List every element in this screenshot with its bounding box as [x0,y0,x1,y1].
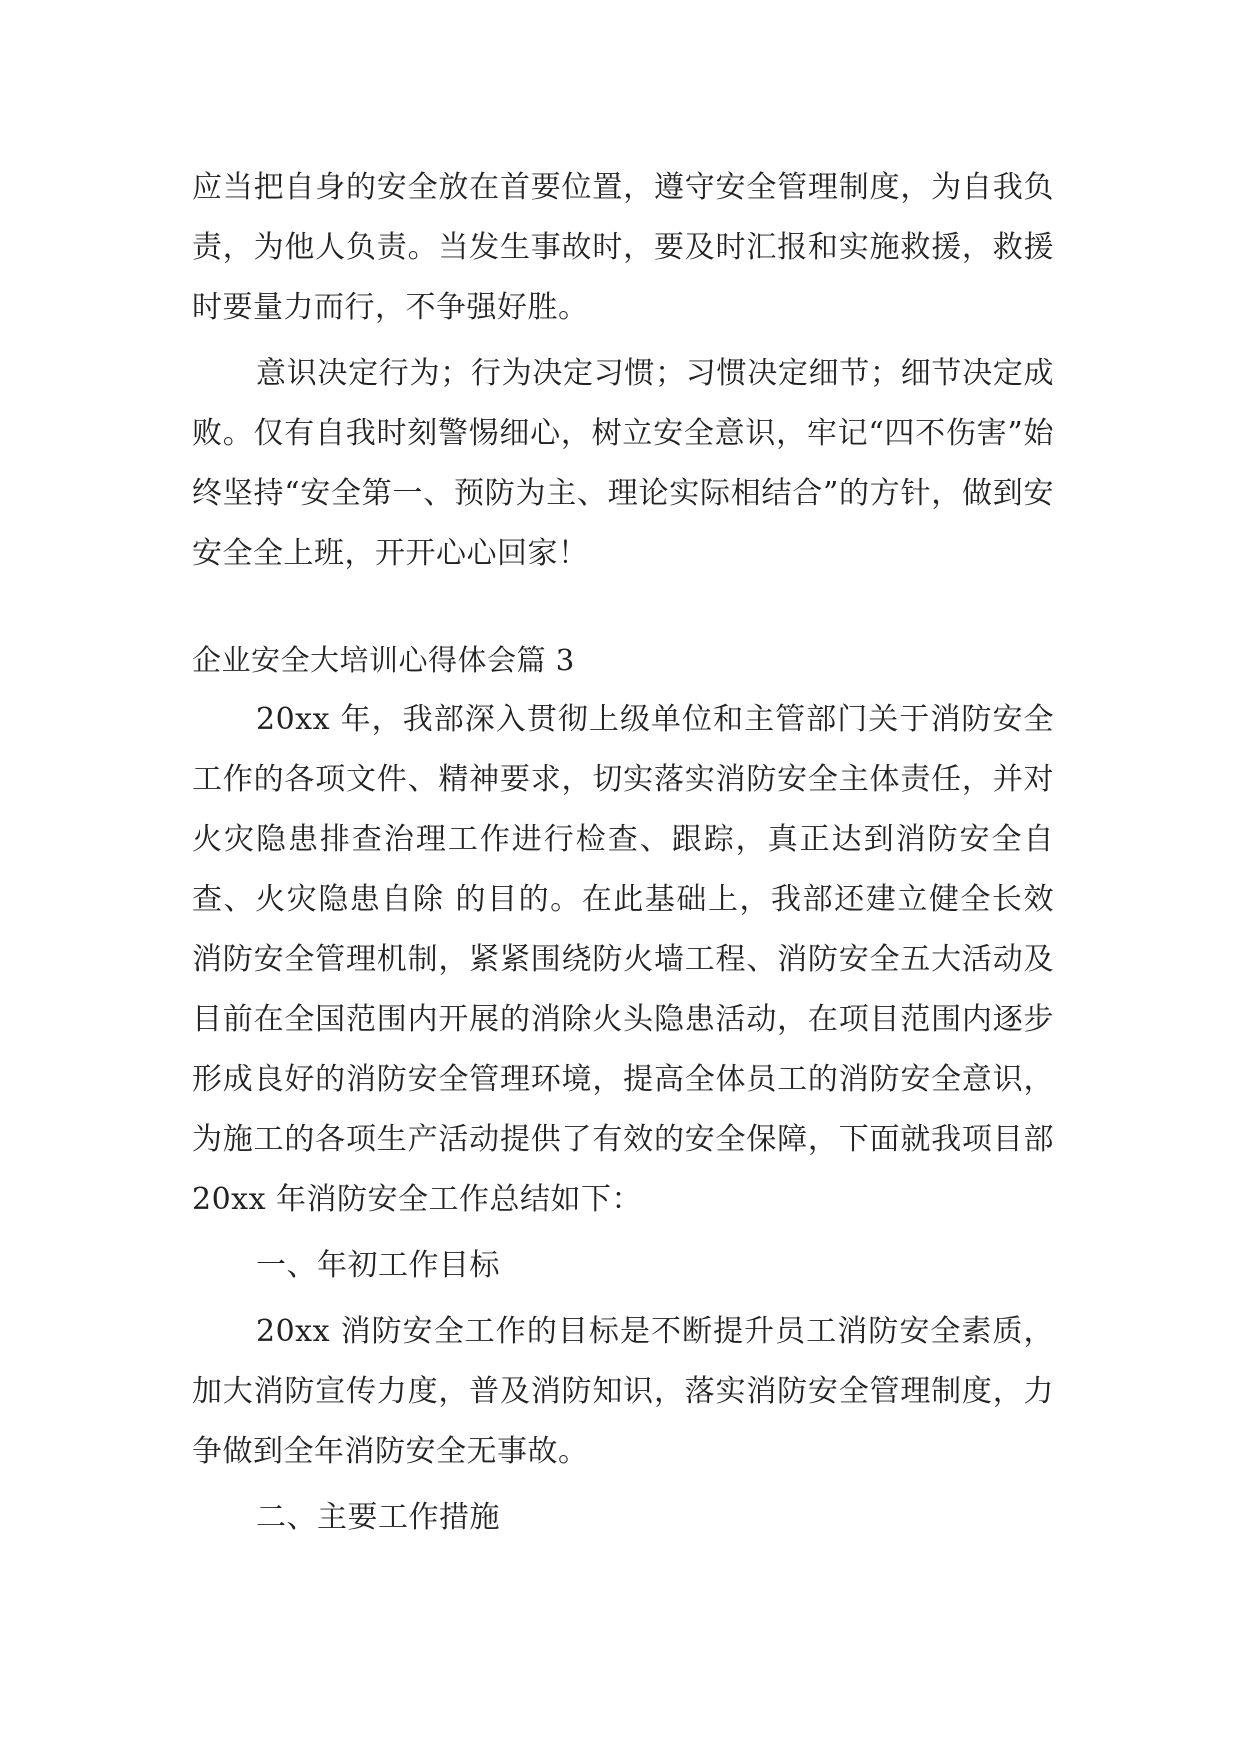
paragraph-continuation: 应当把自身的安全放在首要位置，遵守安全管理制度，为自我负责，为他人负责。当发生事故时，要及时汇报和实施救援，救援时要量力而行，不争强好胜。 [192,170,1054,325]
paragraph-awareness: 意识决定行为；行为决定习惯；习惯决定细节；细节决定成败。仅有自我时刻警惕细心，树立安全意识，牢记“四不伤害”始终坚持“安全第一、预防为主、理论实际相结合”的方针，做到安安全全上班，开开心心回家！ [192,356,1054,571]
document-body [192,158,1054,1548]
paragraph-summary-intro: 20xx 年，我部深入贯彻上级单位和主管部门关于消防安全工作的各项文件、精神要求，切实落实消防安全主体责任，并对火灾隐患排查治理工作进行检查、跟踪，真正达到消防安全自查、火灾隐患自除 的目的。在此基础上，我部还建立健全长效消防安全管理机制，紧紧围绕防火墙工程、消防安全五大活动及目前在全国范围内开展的消除火头隐患活动，在项目范围内逐步形成良好的消防安全管理环境，提高全体员工的消防安全意识，为施工的各项生产活动提供了有效的安全保障，下面就我项目部 20xx 年消防安全工作总结如下： [192,702,1054,1217]
subheading-goals: 一、年初工作目标 [256,1248,500,1283]
subheading-measures: 二、主要工作措施 [256,1500,500,1535]
paragraph-goals: 20xx 消防安全工作的目标是不断提升员工消防安全素质，加大消防宣传力度，普及消防知识，落实消防安全管理制度，力争做到全年消防安全无事故。 [192,1314,1054,1469]
section-heading: 企业安全大培训心得体会篇 3 [192,643,575,677]
